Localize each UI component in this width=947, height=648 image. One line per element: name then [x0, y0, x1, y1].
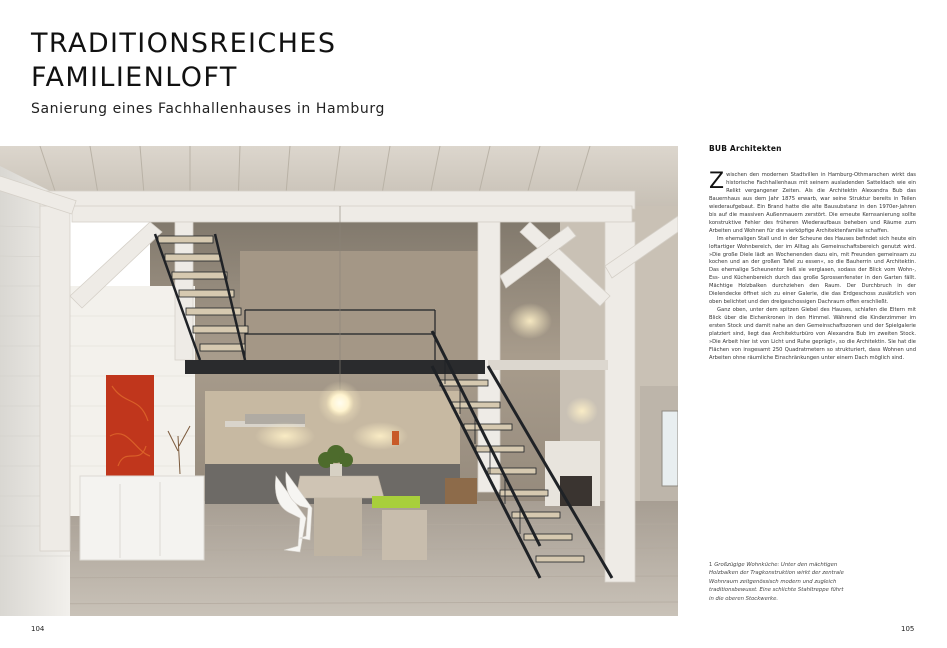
page-number-left: 104 [31, 625, 45, 633]
paragraph-1-text: wischen den modernen Stadtvillen in Hamburg-Othmarschen wirkt das historische Fachhallenhaus mit seinem ausladenden Satteldach wie ein Relikt vergangener Zeiten. Als die Architektin Alexandra Bub das Bauernhaus aus dem Jahr 1875 erwarb, war seine Struktur bereits in Teilen wiederaufgebaut. Ein Brand hatte die alte Bausubstanz in den 1970er-Jahren bis auf die massiven Außenmauern zerstört. Die erneute Kernsanierung sollte konstruktive Fehler des früheren Wiederaufbaus beheben und Räume zum Arbeiten und Wohnen für die vierköpfige Architektenfamilie schaffen. [709, 172, 916, 234]
photo-caption [709, 561, 849, 603]
caption-text: Großzügige Wohnküche: Unter den mächtigen Holzbalken der Tragkonstruktion wirkt der zentrale Wohnraum zeitgenössisch modern und zugleich traditionsbewusst. Eine schlichte Stahltreppe führt in die oberen Stockwerke. [709, 562, 844, 602]
paragraph-1 [709, 169, 916, 236]
title-line-1: TRADITIONSREICHES [31, 28, 337, 59]
paragraph-2: Im ehemaligen Stall und in der Scheune des Hauses befindet sich heute ein loftartiger Wohnbereich, der im Alltag als Gemeinschaftsbereich genutzt wird. »Die große Diele lädt an Wochenenden dazu ein, mit Freunden gemeinsam zu kochen und an der großen Tafel zu essen«, so die Bauherrin und Architektin. Das ehemalige Scheunentor ließ sie verglasen, sodass der Blick vom Wohn-, Ess- und Küchenbereich durch das große Sprossenfenster in den Garten fällt. Mächtige Holzbalken durchziehen den Raum. Der Durchbruch in der Dielendecke öffnet sich zu einer Galerie, die das Erdgeschoss zusätzlich von oben belichtet und den dreigeschossigen Dachraum offen erschließt. [709, 235, 916, 306]
article-body [709, 169, 916, 363]
interior-photo [0, 146, 678, 616]
page-number-right: 105 [901, 625, 915, 633]
spread-title [31, 27, 336, 95]
paragraph-3: Ganz oben, unter dem spitzen Giebel des Hauses, schlafen die Eltern mit Blick über die Eichenkronen in den Himmel. Während die Kinderzimmer im ersten Stock und damit nahe an den Gemeinschaftszonen und der Spielgalerie platziert sind, liegt das Architekturbüro von Alexandra Bub im zweiten Stock. »Die Arbeit hier ist von Licht und Ruhe geprägt«, so die Architektin. Sie hat die Flächen von insgesamt 250 Quadratmetern so strukturiert, dass Wohnen und Arbeiten ohne räumliche Einschränkungen unter einem Dach möglich sind. [709, 307, 916, 361]
author: BUB Architekten [709, 144, 782, 153]
spread-subtitle: Sanierung eines Fachhallenhauses in Hamburg [31, 101, 385, 117]
title-line-2: FAMILIENLOFT [31, 62, 238, 93]
caption-marker: 1 [709, 562, 713, 568]
dropcap: Z [709, 169, 725, 194]
